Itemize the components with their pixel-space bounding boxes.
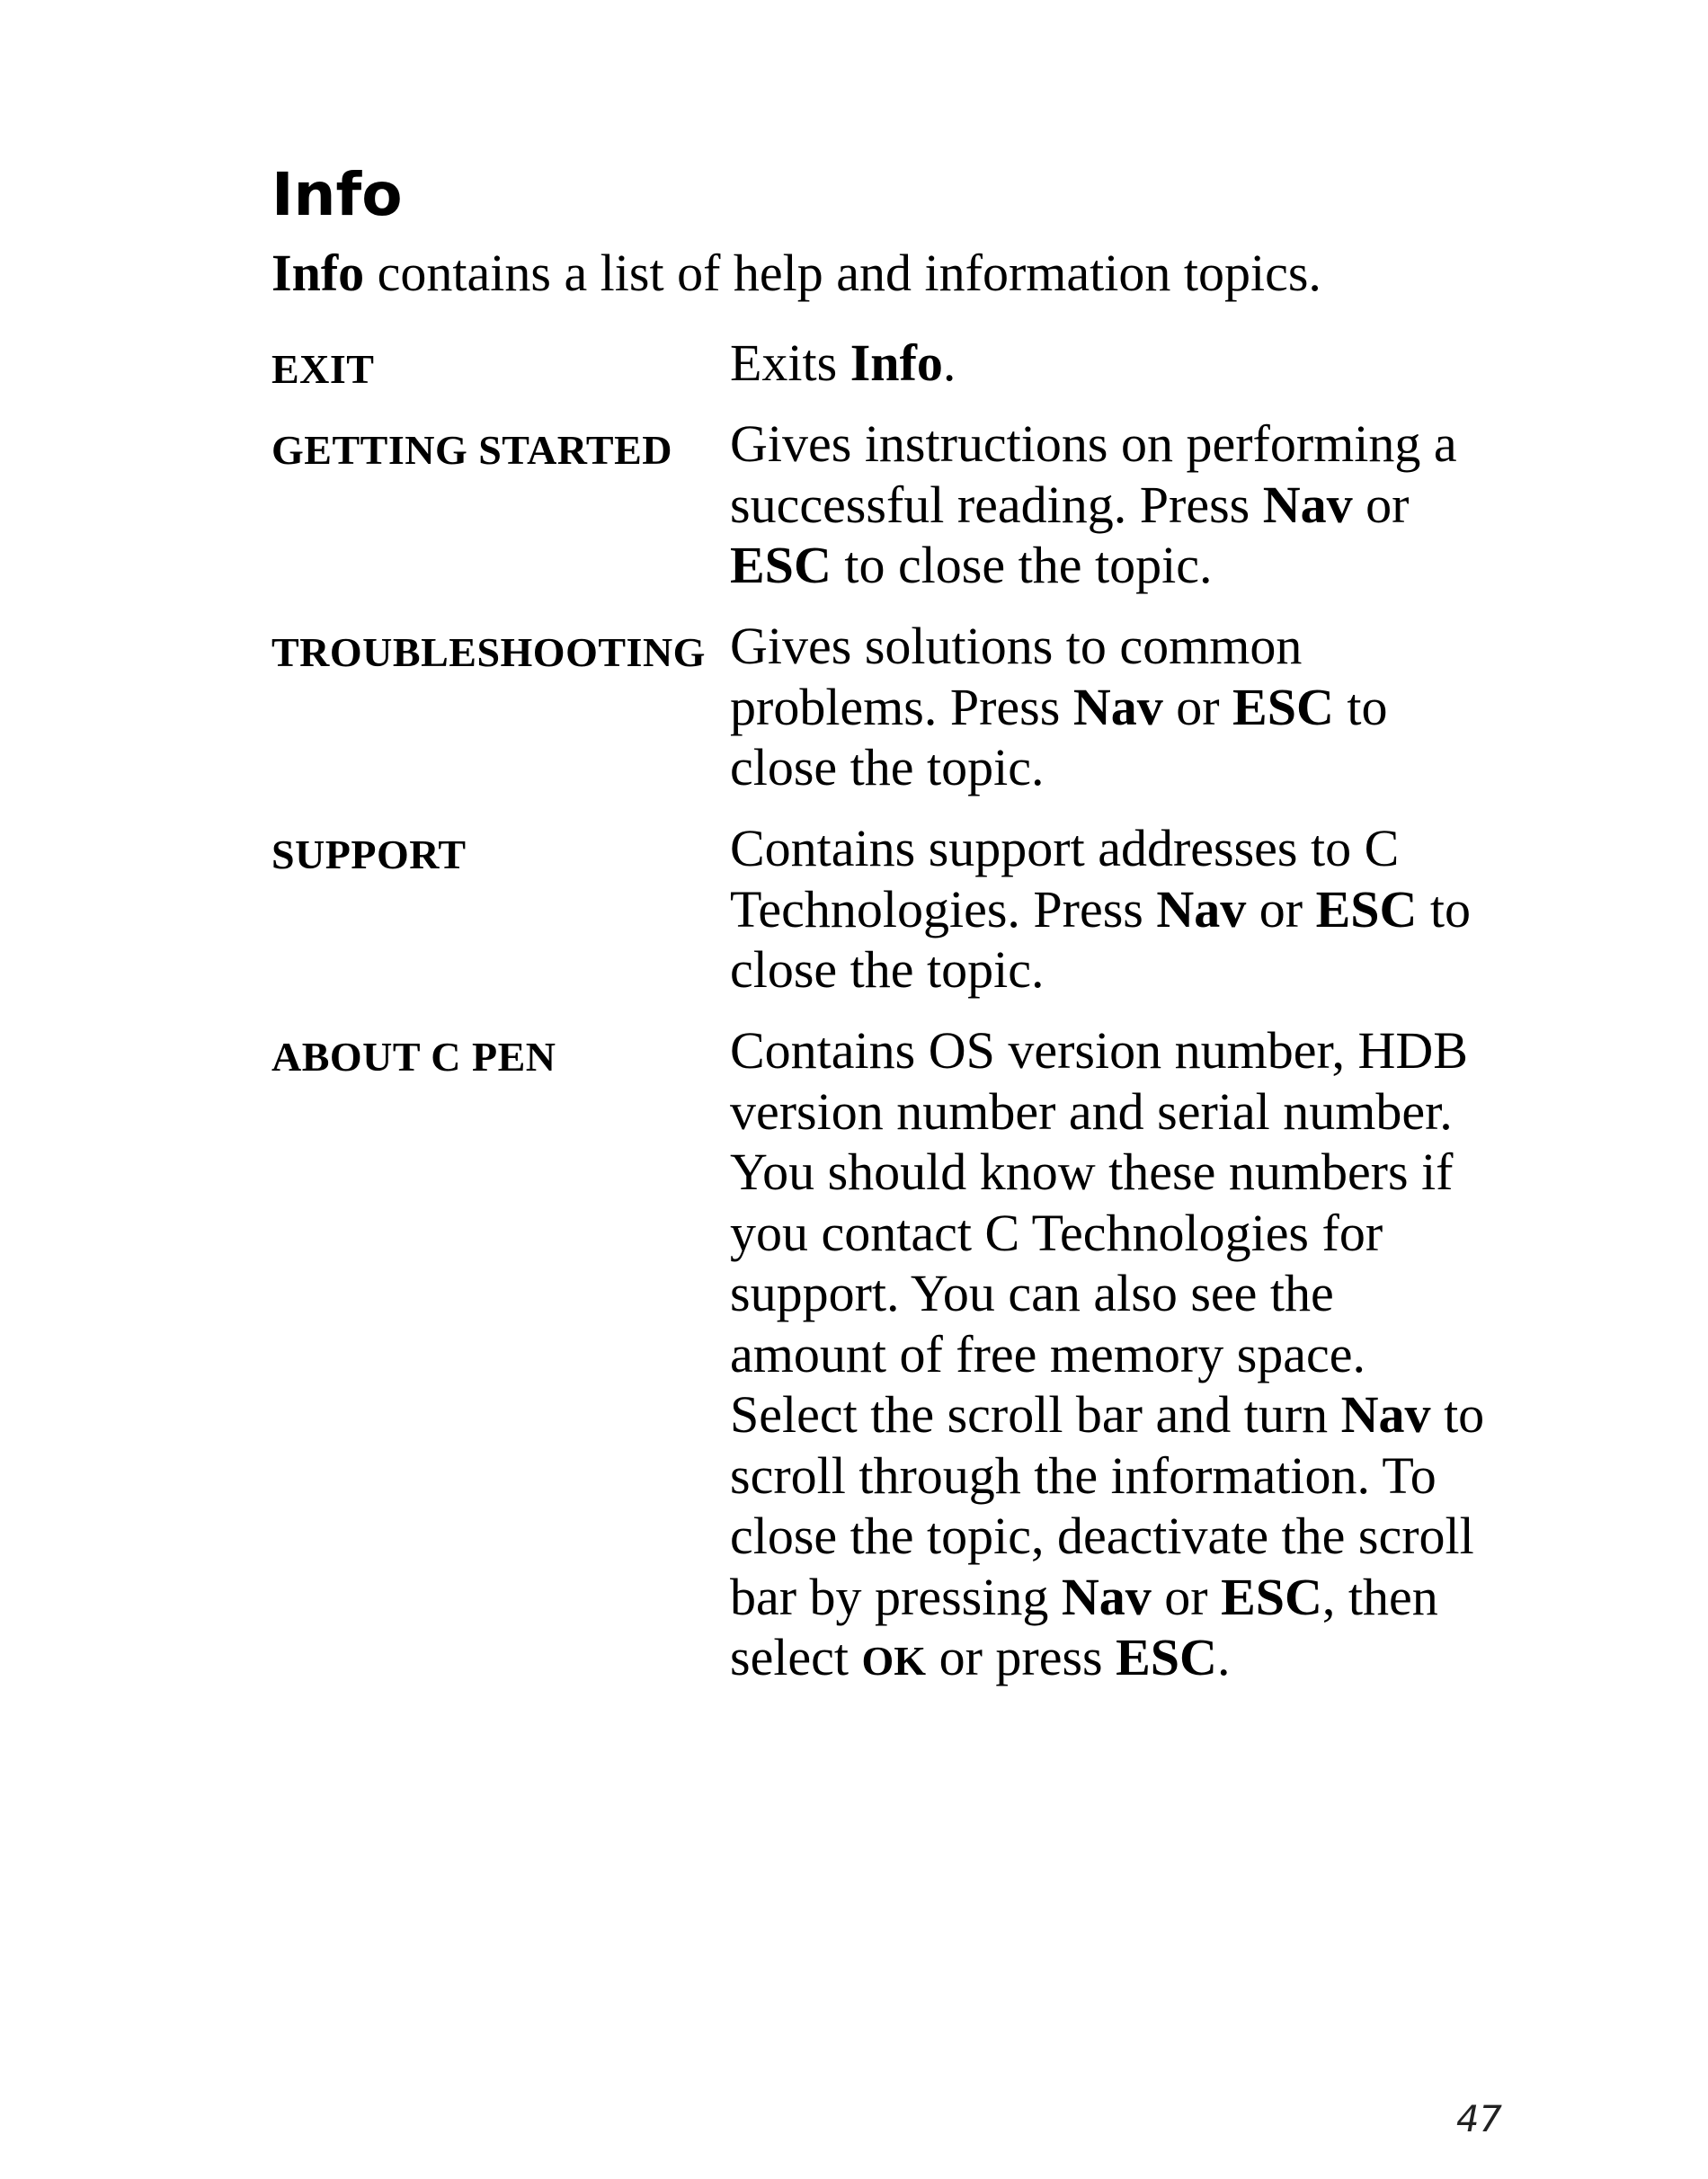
bold-keyword: Info	[850, 334, 943, 392]
description-text: or	[1151, 1567, 1222, 1626]
description-text: or press	[926, 1628, 1116, 1686]
intro-text: contains a list of help and information topics.	[364, 244, 1321, 302]
description-text: or	[1246, 879, 1316, 938]
definition-term: SUPPORT	[271, 832, 467, 877]
small-caps-keyword: OK	[861, 1638, 927, 1684]
bold-keyword: Nav	[1340, 1385, 1431, 1444]
description-text: to close the topic.	[730, 879, 1472, 999]
description-text: , then select	[730, 1567, 1438, 1686]
definition-term: TROUBLESHOOTING	[271, 629, 706, 675]
definition-term: EXIT	[271, 346, 375, 392]
description-text: or	[1162, 677, 1233, 736]
page-number: 47	[1456, 2099, 1502, 2140]
definition-description	[730, 1020, 1503, 1692]
description-text: to close the topic.	[831, 536, 1213, 594]
description-text: to close the topic.	[730, 677, 1388, 796]
section-heading: Info	[271, 160, 403, 229]
intro-paragraph	[271, 243, 1530, 304]
definition-description	[730, 616, 1503, 798]
definition-description	[730, 414, 1503, 596]
bold-keyword: ESC	[1116, 1628, 1217, 1686]
description-text: Contains support addresses to C Technologies. Press	[730, 819, 1400, 938]
bold-keyword: Nav	[1156, 879, 1247, 938]
definition-description	[730, 333, 1503, 394]
description-text: Contains OS version number, HDB version number and serial number. You should know these numbers if you contact C Technologies for support. You can also see the amount of free memory space. Select the scroll bar and turn	[730, 1021, 1468, 1444]
bold-keyword: Nav	[1072, 677, 1163, 736]
intro-bold-term: Info	[271, 244, 365, 302]
bold-keyword: ESC	[730, 536, 832, 594]
bold-keyword: Nav	[1061, 1567, 1152, 1626]
description-text: Exits	[730, 334, 850, 392]
description-text: or	[1352, 475, 1410, 534]
definition-term: ABOUT C PEN	[271, 1034, 556, 1080]
bold-keyword: ESC	[1315, 879, 1418, 938]
bold-keyword: ESC	[1221, 1567, 1322, 1626]
description-text: Gives solutions to common problems. Press	[730, 617, 1303, 736]
definition-description	[730, 818, 1503, 1001]
bold-keyword: ESC	[1232, 677, 1334, 736]
definition-term: GETTING STARTED	[271, 427, 672, 473]
description-text: to scroll through the information. To close the topic, deactivate the scroll bar by pressing	[730, 1385, 1485, 1626]
bold-keyword: Nav	[1262, 475, 1353, 534]
description-text: .	[1216, 1628, 1231, 1686]
description-text: Gives instructions on performing a successful reading. Press	[730, 414, 1457, 534]
description-text: .	[942, 334, 956, 392]
